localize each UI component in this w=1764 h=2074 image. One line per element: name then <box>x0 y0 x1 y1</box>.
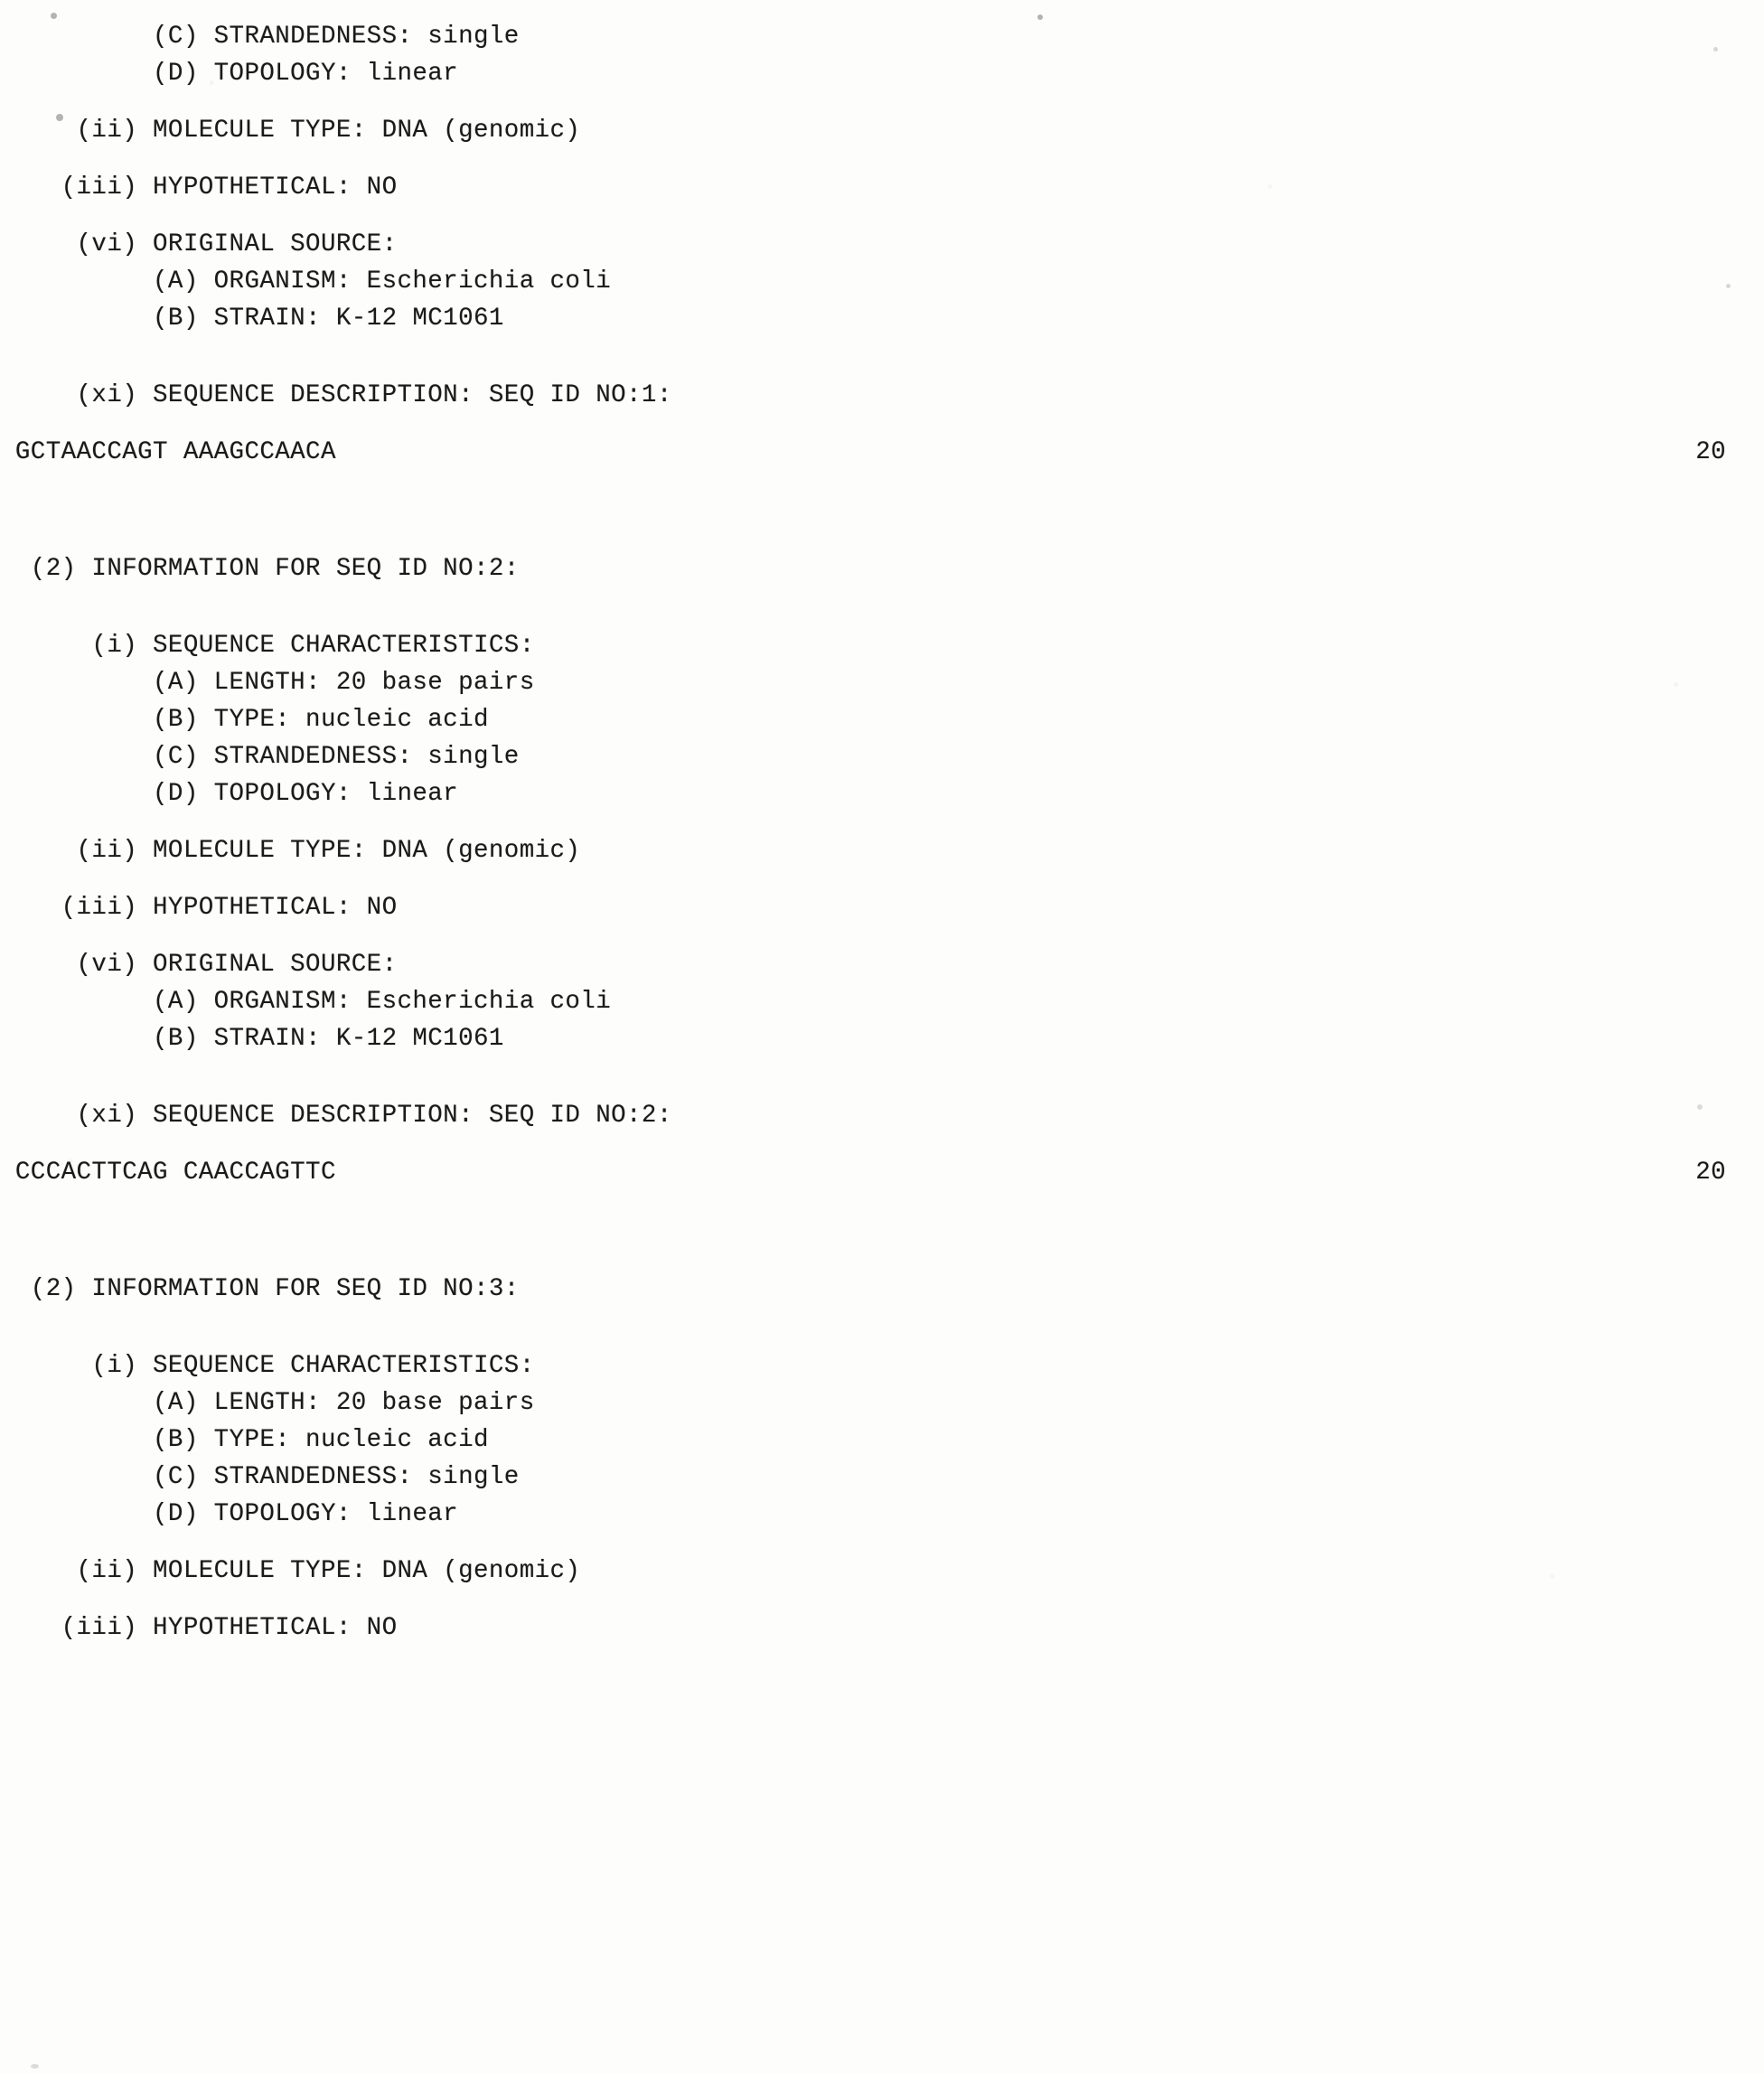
line-text: (C) STRANDEDNESS: single <box>0 743 520 771</box>
text-line <box>0 1496 1764 1533</box>
line-text: (D) TOPOLOGY: linear <box>0 60 459 88</box>
text-line <box>0 169 1764 206</box>
text-line <box>0 18 1764 55</box>
text-line <box>0 946 1764 983</box>
text-line <box>0 983 1764 1020</box>
line-gap <box>0 471 1764 550</box>
line-gap <box>0 206 1764 226</box>
line-text: (A) LENGTH: 20 base pairs <box>0 1389 535 1417</box>
line-gap <box>0 587 1764 627</box>
line-text: (ii) MOLECULE TYPE: DNA (genomic) <box>0 837 581 865</box>
text-line <box>0 832 1764 869</box>
text-line <box>0 1347 1764 1384</box>
line-text: (i) SEQUENCE CHARACTERISTICS: <box>0 1352 535 1380</box>
text-line <box>0 1609 1764 1647</box>
line-text: (D) TOPOLOGY: linear <box>0 780 459 808</box>
scan-speck <box>31 2064 39 2069</box>
text-line <box>0 664 1764 701</box>
line-text: (iii) HYPOTHETICAL: NO <box>0 1614 398 1642</box>
scan-speck <box>1713 47 1718 52</box>
text-line <box>0 889 1764 926</box>
text-line <box>0 627 1764 664</box>
line-gap <box>0 1134 1764 1154</box>
text-line <box>0 1020 1764 1057</box>
line-text: (vi) ORIGINAL SOURCE: <box>0 230 398 258</box>
text-line <box>0 1422 1764 1459</box>
line-text: GCTAACCAGT AAAGCCAACA <box>0 438 336 466</box>
line-text: (i) SEQUENCE CHARACTERISTICS: <box>0 632 535 660</box>
line-text: (C) STRANDEDNESS: single <box>0 23 520 51</box>
line-text: (B) TYPE: nucleic acid <box>0 706 489 734</box>
line-gap <box>0 869 1764 889</box>
line-gap <box>0 1308 1764 1347</box>
line-gap <box>0 812 1764 832</box>
line-text: (xi) SEQUENCE DESCRIPTION: SEQ ID NO:2: <box>0 1102 672 1130</box>
text-line <box>0 1459 1764 1496</box>
text-line <box>0 738 1764 775</box>
line-text: (2) INFORMATION FOR SEQ ID NO:2: <box>0 555 520 583</box>
line-text: (B) TYPE: nucleic acid <box>0 1426 489 1454</box>
text-line <box>0 775 1764 812</box>
text-line <box>0 377 1764 414</box>
text-line <box>0 55 1764 92</box>
line-gap <box>0 1590 1764 1609</box>
text-line <box>0 112 1764 149</box>
line-text: (xi) SEQUENCE DESCRIPTION: SEQ ID NO:1: <box>0 381 672 409</box>
scan-speck <box>1037 14 1043 20</box>
line-gap <box>0 1191 1764 1271</box>
line-gap <box>0 1057 1764 1097</box>
text-line <box>0 701 1764 738</box>
text-line <box>0 1097 1764 1134</box>
text-line <box>0 1384 1764 1422</box>
line-gap <box>0 337 1764 377</box>
line-text: (B) STRAIN: K-12 MC1061 <box>0 305 504 333</box>
scan-speck <box>56 114 63 121</box>
text-line <box>0 1553 1764 1590</box>
line-text: (2) INFORMATION FOR SEQ ID NO:3: <box>0 1275 520 1303</box>
text-line <box>0 263 1764 300</box>
line-text: (vi) ORIGINAL SOURCE: <box>0 951 398 979</box>
line-text: (ii) MOLECULE TYPE: DNA (genomic) <box>0 1557 581 1585</box>
line-gap <box>0 414 1764 434</box>
scan-speck <box>1697 1104 1703 1110</box>
text-line <box>0 300 1764 337</box>
line-gap <box>0 926 1764 946</box>
line-text: (A) ORGANISM: Escherichia coli <box>0 988 612 1016</box>
line-text: (iii) HYPOTHETICAL: NO <box>0 174 398 202</box>
line-text: (C) STRANDEDNESS: single <box>0 1463 520 1491</box>
text-line <box>0 1271 1764 1308</box>
sequence-length-marker: 20 <box>1695 438 1726 466</box>
line-text: (ii) MOLECULE TYPE: DNA (genomic) <box>0 117 581 145</box>
line-text: (B) STRAIN: K-12 MC1061 <box>0 1025 504 1053</box>
line-text: (D) TOPOLOGY: linear <box>0 1500 459 1528</box>
text-line <box>0 550 1764 587</box>
line-text: CCCACTTCAG CAACCAGTTC <box>0 1159 336 1187</box>
line-text: (iii) HYPOTHETICAL: NO <box>0 894 398 922</box>
scan-speck <box>1726 284 1731 288</box>
sequence-length-marker: 20 <box>1695 1159 1726 1187</box>
line-text: (A) ORGANISM: Escherichia coli <box>0 267 612 296</box>
text-line <box>0 1154 1764 1191</box>
line-gap <box>0 92 1764 112</box>
line-gap <box>0 1533 1764 1553</box>
text-line <box>0 434 1764 471</box>
scan-speck <box>51 13 57 19</box>
line-text: (A) LENGTH: 20 base pairs <box>0 669 535 697</box>
text-line <box>0 226 1764 263</box>
line-gap <box>0 149 1764 169</box>
